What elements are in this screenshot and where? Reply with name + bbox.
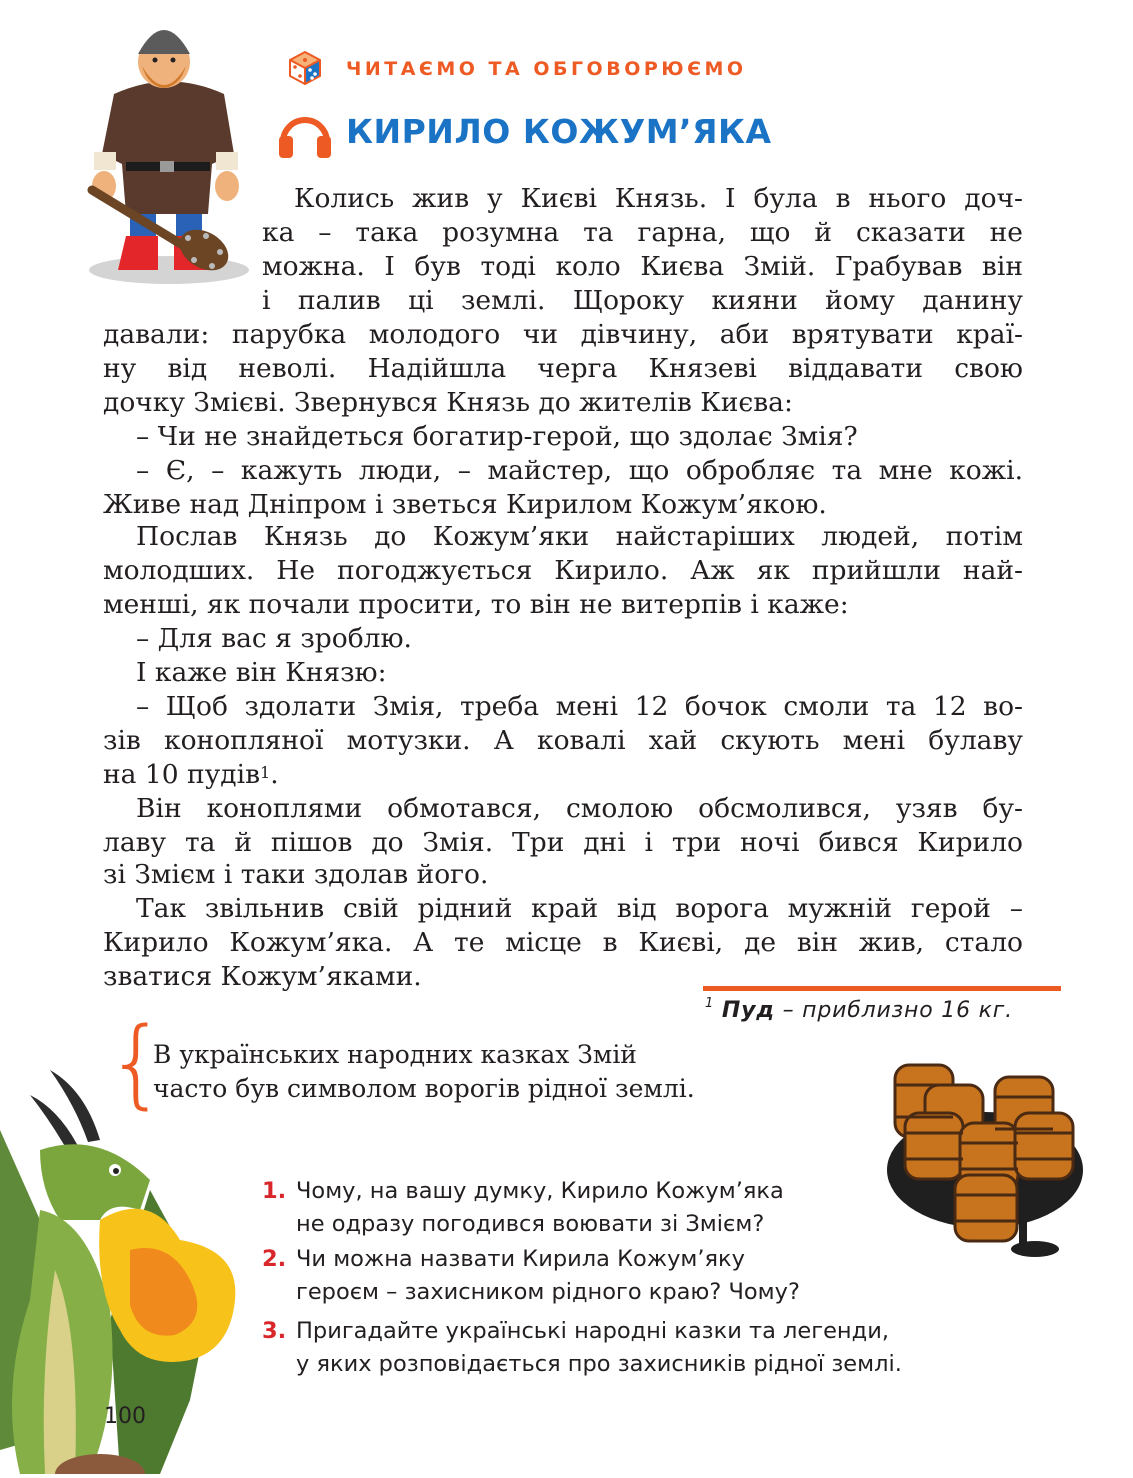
story-line: – Чи не знайдеться богатир-герой, що здолає Змія? (136, 421, 858, 452)
story-line: лаву та й пішов до Змія. Три дні і три ночі бився Кирило (103, 827, 1023, 858)
story-line: Колись жив у Києві Князь. І була в нього доч- (294, 183, 1023, 214)
story-line: Так звільнив свій рідний край від ворога мужній герой – (136, 893, 1023, 924)
story-line: І каже він Князю: (136, 657, 387, 688)
story-line: і палив ці землі. Щороку кияни йому данину (262, 285, 1023, 316)
headphones-icon (277, 108, 333, 158)
story-line: – Є, – кажуть люди, – майстер, що обробляє та мне кожі. (136, 455, 1023, 486)
story-line: менші, як почали просити, то він не витерпів і каже: (103, 589, 849, 620)
footnote-term: Пуд (721, 998, 775, 1023)
question-item (262, 1315, 1022, 1381)
footnote-divider (703, 986, 1061, 991)
story-line: Він коноплями обмотався, смолою обсмолився, узяв бу- (136, 793, 1023, 824)
question-number: 1. (262, 1178, 287, 1204)
story-line: Живе над Дніпром і зветься Кирилом Кожум’якою. (103, 489, 827, 520)
question-line: Чи можна назвати Кирила Кожум’яку (296, 1246, 745, 1272)
question-item (262, 1243, 922, 1309)
story-line: дочку Змієві. Звернувся Князь до жителів Києва: (103, 387, 793, 418)
story-line: – Щоб здолати Змія, треба мені 12 бочок смоли та 12 во- (136, 691, 1023, 722)
page-number: 100 (104, 1404, 146, 1429)
footnote-marker: 1 (260, 763, 271, 782)
question-number: 3. (262, 1318, 287, 1344)
kozhumiaka-illustration (84, 14, 254, 289)
note-line: В українських народних казках Змій (153, 1040, 637, 1069)
story-text: . (270, 759, 279, 790)
footnote (705, 998, 1013, 1023)
story-title: КИРИЛО КОЖУМ’ЯКА (346, 112, 772, 151)
note-brace: { (106, 1007, 168, 1119)
section-label: ЧИТАЄМО ТА ОБГОВОРЮЄМО (346, 58, 747, 80)
story-line: давали: парубка молодого чи дівчину, аби врятувати краї- (103, 319, 1023, 350)
question-line: у яких розповідається про захисників рідної землі. (296, 1351, 902, 1377)
story-line: Послав Князь до Кожум’яки найстаріших людей, потім (136, 521, 1023, 552)
footnote-number: 1 (705, 996, 715, 1011)
barrels-illustration (885, 1055, 1085, 1260)
story-line: зі Змієм і таки здолав його. (103, 859, 489, 890)
footnote-text: – приблизно 16 кг. (774, 998, 1013, 1023)
question-line: Пригадайте українські народні казки та легенди, (296, 1318, 889, 1344)
story-line: Кирило Кожум’яка. А те місце в Києві, де він жив, стало (103, 927, 1023, 958)
dice-icon (287, 50, 323, 86)
question-line: героєм – захисником рідного краю? Чому? (296, 1279, 800, 1305)
question-line: не одразу погодився воювати зі Змієм? (296, 1211, 765, 1237)
note-line: часто був символом ворогів рідної землі. (153, 1074, 695, 1103)
story-line-footnoted (103, 758, 279, 792)
story-text: на 10 пудів (103, 759, 260, 790)
question-line: Чому, на вашу думку, Кирило Кожум’яка (296, 1178, 784, 1204)
story-line: молодших. Не погоджується Кирило. Аж як прийшли най- (103, 555, 1023, 586)
story-line: – Для вас я зроблю. (136, 623, 412, 654)
story-line: ну від неволі. Надійшла черга Князеві віддавати свою (103, 353, 1023, 384)
question-item (262, 1175, 902, 1241)
story-line: ка – така розумна та гарна, що й сказати не (262, 217, 1023, 248)
story-line: зів конопляної мотузки. А ковалі хай скують мені булаву (103, 725, 1023, 756)
question-number: 2. (262, 1246, 287, 1272)
story-line: зватися Кожум’яками. (103, 961, 422, 992)
story-line: можна. І був тоді коло Києва Змій. Грабував він (262, 251, 1023, 282)
